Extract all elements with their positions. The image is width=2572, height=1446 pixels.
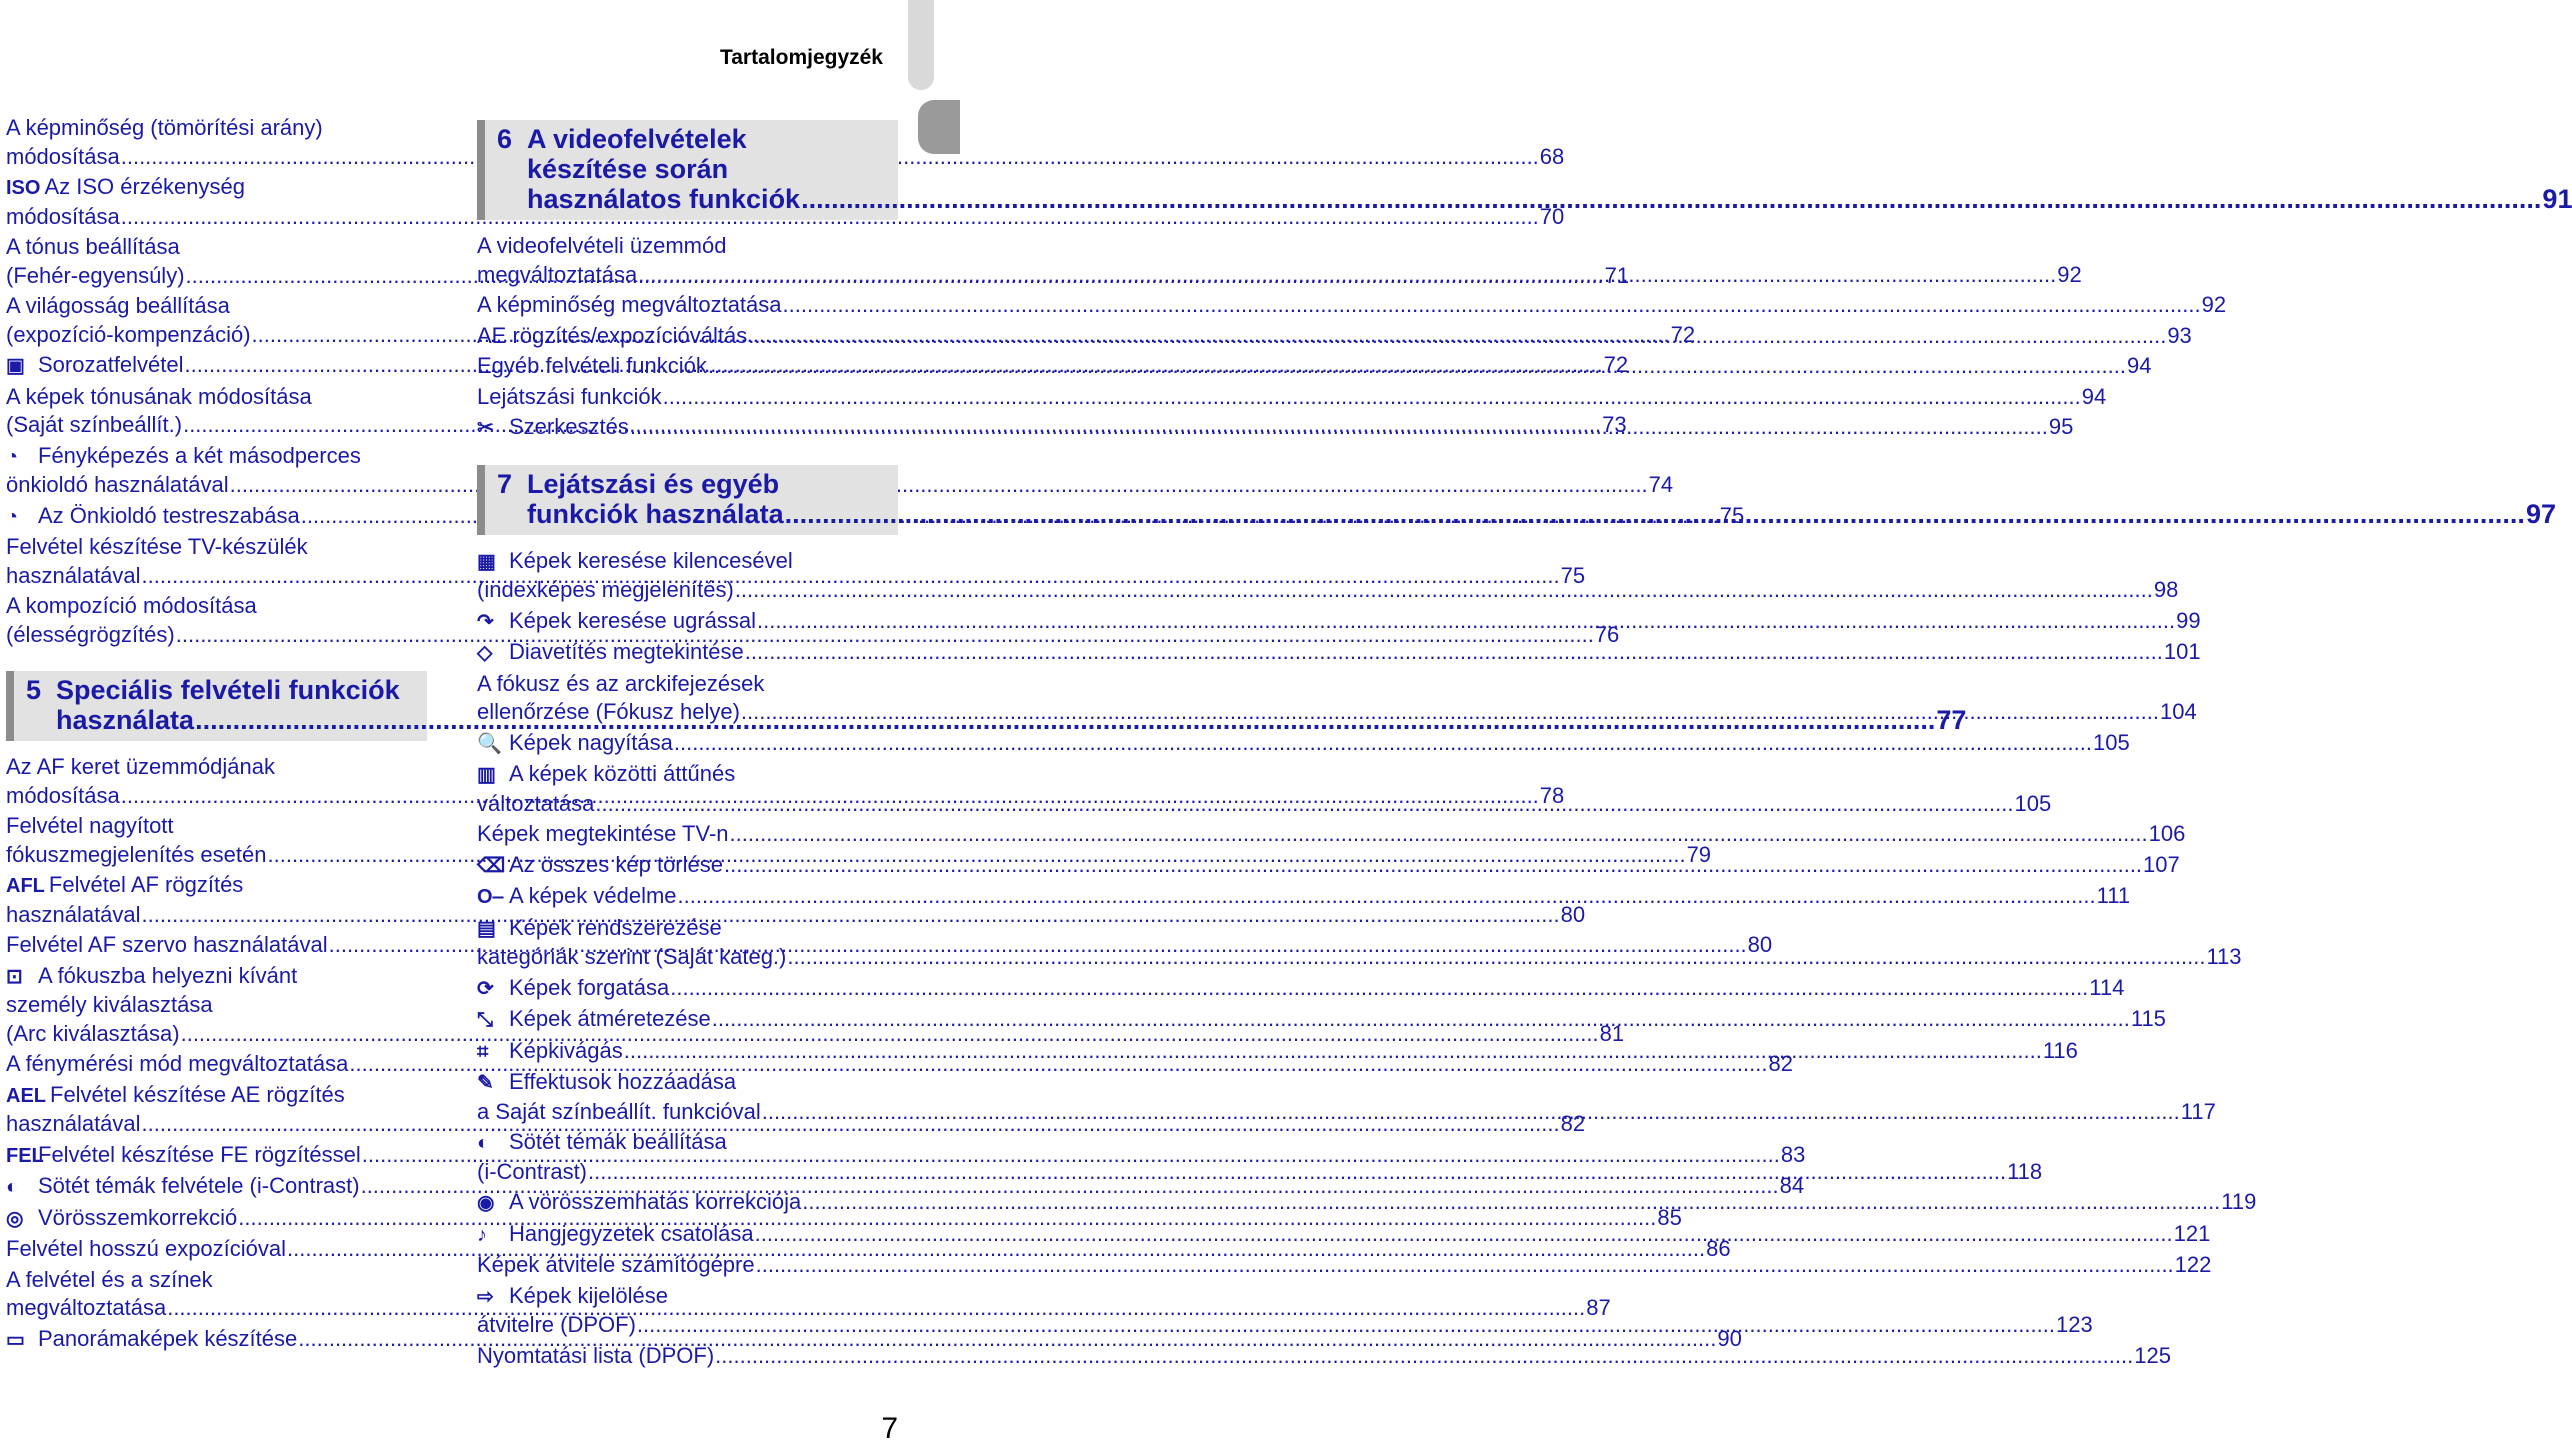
toc-entry-text: Képek megtekintése TV-n	[477, 821, 729, 846]
toc-page-number: 115	[2130, 1006, 2166, 1031]
toc-entry-text: (élességrögzítés)	[6, 621, 175, 647]
toc-entry-text: ellenőrzése (Fókusz helye)	[477, 699, 740, 724]
toc-page-number: 113	[2206, 944, 2242, 969]
chapter-number: 5	[26, 675, 42, 705]
toc-entry-text: (expozíció-kompenzáció)	[6, 321, 251, 347]
toc-entry-icon: ▭	[6, 1328, 25, 1351]
toc-entry-text: A képek védelme	[509, 883, 677, 908]
toc-entry-icon: ✎	[477, 1072, 494, 1094]
toc-entry-text: Felvétel készítése FE rögzítéssel	[38, 1141, 361, 1167]
toc-entry-text: Egyéb felvételi funkciók	[477, 353, 707, 378]
toc-entry-line	[6, 1081, 427, 1111]
toc-entry-text: Képek keresése ugrással	[509, 607, 757, 633]
toc-entry-text: Szerkesztés	[509, 414, 629, 439]
toc-entry-line	[477, 547, 898, 577]
toc-entry-line	[477, 576, 2179, 605]
toc-page-number: 82	[1560, 1111, 1586, 1136]
toc-entry-text: (Saját színbeállít.)	[6, 412, 183, 437]
toc-entry-line	[477, 974, 2125, 1004]
toc-entry-line	[6, 1266, 427, 1295]
toc-entry-text: A fókuszba helyezni kívánt	[38, 962, 298, 988]
dot-leader	[637, 1311, 2055, 1340]
toc-entry-text: Diavetítés megtekintése	[509, 639, 744, 664]
toc-page-number: 81	[1599, 1020, 1625, 1046]
toc-entry-line	[6, 962, 427, 992]
toc-entry-text: Az AF keret üzemmódjának	[6, 754, 276, 779]
toc-entry-text: A videofelvételi üzemmód	[477, 233, 727, 258]
toc-entry[interactable]	[477, 974, 2125, 1004]
dot-leader	[787, 943, 2205, 972]
toc-page-number: 107	[2143, 851, 2180, 877]
toc-entry-text: használatával	[6, 562, 141, 588]
dot-leader	[638, 261, 2056, 290]
toc-entry[interactable]	[477, 638, 2201, 668]
toc-entry[interactable]	[477, 291, 2227, 320]
toc-entry-text: AE rögzítés/expozícióváltás	[477, 322, 748, 348]
toc-entry-line	[477, 914, 898, 944]
dot-leader	[595, 790, 2013, 819]
toc-entry-text: átvitelre (DPOF)	[477, 1312, 636, 1337]
toc-entry-line	[6, 233, 427, 262]
toc-entry-icon: ⟳	[477, 977, 494, 1000]
dot-leader	[678, 882, 2096, 911]
toc-entry-text: módosítása	[6, 782, 120, 808]
toc-entry-line	[477, 232, 898, 261]
toc-entry-text: Képek kijelölése	[509, 1282, 668, 1308]
toc-entry-line	[6, 173, 427, 203]
chapter-number: 6	[497, 124, 513, 154]
toc-page-number: 74	[1648, 472, 1674, 497]
toc-entry-line	[6, 991, 427, 1020]
dot-leader	[741, 698, 2159, 727]
toc-page-number: 95	[2048, 414, 2074, 439]
chapter-page-number: 91	[2542, 184, 2572, 214]
toc-entry-line	[477, 760, 898, 790]
toc-entry-icon: ⌫	[477, 854, 506, 877]
toc-entry-line	[477, 291, 2227, 320]
chapter-title-text: A videofelvételek	[527, 124, 747, 154]
toc-page-number: 116	[2042, 1037, 2078, 1063]
toc-entry-icon: AFL	[6, 875, 45, 897]
dot-leader	[724, 851, 2142, 880]
chapter-title-text: funkciók használata	[527, 498, 784, 529]
toc-entry-line	[6, 621, 1620, 650]
dot-leader	[630, 413, 2048, 442]
toc-page-number: 93	[2167, 322, 2192, 348]
dot-leader	[757, 607, 2175, 636]
toc-entry-text: A tónus beállítása	[6, 234, 180, 259]
toc-entry-text: Vörösszemkorrekció	[38, 1204, 238, 1230]
chapter-title-text: készítése során	[527, 154, 729, 184]
toc-entry-text: a Saját színbeállít. funkcióval	[477, 1098, 761, 1124]
toc-entry-text: Az összes kép törlése	[509, 851, 723, 877]
toc-entry-text: Képkivágás	[509, 1037, 623, 1063]
toc-page-number: 82	[1768, 1051, 1793, 1076]
dot-leader	[735, 576, 2153, 605]
dot-leader	[801, 184, 2541, 214]
toc-entry-text: (indexképes megjelenítés)	[477, 577, 734, 602]
toc-entry-icon: ISO	[6, 177, 41, 199]
toc-entry-icon: ⤡	[477, 1009, 493, 1031]
toc-entry-text: módosítása	[6, 143, 120, 169]
toc-entry-text: Fényképezés a két másodperces	[38, 442, 361, 468]
toc-entry-line	[477, 670, 898, 699]
dot-leader	[745, 638, 2163, 667]
toc-entry-icon: FEL	[6, 1144, 44, 1167]
chapter-title	[527, 124, 2572, 214]
toc-page-number: 94	[2081, 383, 2107, 409]
toc-page-number: 92	[2057, 261, 2082, 287]
toc-entry-text: Sötét témák beállítása	[509, 1129, 727, 1154]
toc-entry-icon: ↷	[477, 610, 494, 633]
toc-entry-text: megváltoztatása	[477, 261, 638, 287]
toc-page-number: 122	[2174, 1252, 2212, 1277]
toc-entry-line	[6, 383, 427, 412]
toc-entry-text: A képek tónusának módosítása	[6, 383, 312, 409]
toc-entry-text: Sorozatfelvétel	[38, 352, 184, 377]
toc-entry-line	[6, 292, 427, 321]
toc-entry-line	[6, 442, 427, 472]
toc-entry-icon: ♪	[477, 1223, 487, 1246]
toc-entry-icon: O‒	[477, 886, 504, 908]
toc-entry-text: Képek keresése kilencesével	[509, 547, 793, 573]
toc-page-number: 85	[1657, 1204, 1682, 1230]
toc-page-number: 75	[1719, 502, 1745, 528]
toc-entry-icon: AEL	[6, 1084, 46, 1107]
toc-entry-line	[6, 592, 427, 621]
toc-entry[interactable]	[6, 1235, 1731, 1264]
toc-entry-text: A képminőség (tömörítési arány)	[6, 115, 323, 140]
toc-entry-text: Az ISO érzékenység	[44, 174, 245, 199]
toc-entry-text: A fénymérési mód megváltoztatása	[6, 1051, 349, 1076]
toc-entry-text: változtatása	[477, 790, 595, 816]
chapter-title-text: Speciális felvételi funkciók	[56, 675, 400, 705]
toc-entry-text: Nyomtatási lista (DPOF)	[477, 1342, 715, 1368]
toc-entry-text: Hangjegyzetek csatolása	[509, 1220, 754, 1246]
toc-entry-line	[477, 882, 2131, 912]
toc-entry-icon: ▦	[477, 550, 496, 573]
toc-page-number: 78	[1539, 782, 1565, 808]
toc-page-number: 80	[1747, 932, 1773, 957]
toc-entry-text: Felvétel hosszú expozícióval	[6, 1236, 287, 1261]
toc-entry-line	[477, 820, 2186, 849]
toc-page-number: 90	[1717, 1325, 1742, 1351]
dot-leader	[802, 1188, 2220, 1217]
toc-entry-text: (Arc kiválasztása)	[6, 1020, 180, 1046]
toc-entry-line	[6, 1020, 1625, 1049]
toc-entry-text: Felvétel AF rögzítés	[48, 872, 244, 897]
toc-entry-line	[6, 533, 427, 562]
toc-page-number: 86	[1706, 1236, 1731, 1261]
toc-entry-icon: ◐	[477, 1132, 490, 1154]
toc-entry-line	[6, 1235, 1731, 1264]
toc-page-number: 121	[2173, 1220, 2211, 1246]
chapter-title-line	[527, 184, 2572, 214]
toc-entry-text: A képminőség megváltoztatása	[477, 292, 782, 317]
toc-entry-text: A világosság beállítása	[6, 293, 230, 318]
toc-entry-line	[477, 1128, 898, 1158]
dot-leader	[783, 291, 2201, 320]
toc-entry[interactable]	[477, 820, 2186, 849]
toc-entry-text: A felvétel és a színek	[6, 1266, 213, 1292]
chapter-title-line	[527, 124, 2572, 154]
toc-entry-text: Lejátszási funkciók	[477, 383, 662, 409]
dot-leader	[755, 1220, 2173, 1249]
chapter-page-number: 77	[1936, 705, 1967, 735]
toc-page-number: 117	[2180, 1098, 2216, 1124]
toc-entry-icon: ◐	[6, 1176, 19, 1198]
toc-entry-line	[477, 1251, 2212, 1280]
toc-entry-text: Képek nagyítása	[509, 729, 673, 755]
toc-page-number: 87	[1586, 1295, 1611, 1320]
toc-entry-line	[6, 753, 427, 782]
toc-page-number: 106	[2148, 821, 2186, 846]
dot-leader	[588, 1158, 2006, 1187]
toc-page-number: 105	[2014, 790, 2052, 816]
toc-page-number: 104	[2159, 699, 2197, 724]
toc-entry-icon: ⌗	[477, 1040, 489, 1063]
toc-entry-line	[477, 729, 2130, 759]
toc-page-number: 84	[1779, 1173, 1805, 1198]
toc-entry-text: Felvétel nagyított	[6, 813, 174, 838]
toc-page-number: 71	[1604, 262, 1630, 288]
chapter-title-line	[527, 469, 2556, 499]
toc-page-number: 125	[2134, 1342, 2171, 1368]
toc-entry-icon: ◔	[6, 505, 19, 528]
toc-entry-text: Panorámaképek készítése	[38, 1325, 298, 1351]
toc-page-number: 105	[2092, 729, 2130, 755]
toc-page-number: 73	[1602, 412, 1627, 437]
toc-entry-icon: ◎	[6, 1207, 24, 1230]
toc-page-number: 118	[2007, 1158, 2043, 1184]
chapter-title-line	[527, 499, 2556, 529]
toc-entry[interactable]	[477, 383, 2107, 412]
toc-page-number: 76	[1594, 621, 1620, 647]
toc-entry-text: A vörösszemhatás korrekciója	[509, 1189, 802, 1214]
toc-page-number: 79	[1686, 841, 1712, 867]
toc-entry-icon: ▥	[477, 764, 496, 786]
dot-leader	[730, 820, 2148, 849]
toc-page-number: 99	[2176, 607, 2201, 633]
toc-entry-text: Felvétel készítése AE rögzítés	[50, 1081, 345, 1107]
section-tab-top	[908, 0, 934, 90]
toc-entry-icon: ▤	[477, 917, 496, 940]
toc-page-number: 114	[2089, 974, 2125, 1000]
toc-entry-icon: ⊡	[6, 965, 23, 988]
chapter-title-text: használatos funkciók	[527, 184, 801, 214]
toc-entry-icon: 🔍	[477, 732, 502, 755]
toc-entry-text: (i-Contrast)	[477, 1158, 588, 1184]
toc-entry-text: személy kiválasztása	[6, 992, 213, 1017]
dot-leader	[785, 499, 2525, 529]
toc-entry-text: A kompozíció módosítása	[6, 593, 257, 618]
chapter-title-text: Lejátszási és egyéb	[527, 468, 780, 499]
toc-entry[interactable]	[477, 882, 2131, 912]
toc-entry-icon: ✂	[477, 417, 494, 439]
dot-leader	[715, 1342, 2133, 1371]
toc-entry-line	[6, 871, 427, 901]
toc-entry-line	[477, 383, 2107, 412]
toc-page-number: 83	[1780, 1141, 1806, 1167]
toc-page-number: 68	[1539, 143, 1565, 169]
toc-entry-line	[6, 812, 427, 841]
toc-page-number: 80	[1560, 901, 1586, 927]
toc-entry-line	[477, 1342, 2171, 1371]
toc-entry-text: önkioldó használatával	[6, 472, 229, 497]
dot-leader	[762, 1098, 2180, 1127]
toc-entry-text: A képek közötti áttűnés	[509, 761, 736, 786]
toc-entry-text: A fókusz és az arckifejezések	[477, 670, 765, 696]
toc-entry-text: módosítása	[6, 203, 120, 229]
chapter-title-text: használata	[56, 705, 195, 735]
dot-leader	[624, 1037, 2042, 1066]
toc-entry-line	[6, 114, 427, 143]
toc-entry-icon: ◔	[6, 445, 19, 468]
toc-page-number: 72	[1670, 321, 1696, 347]
toc-page-number: 111	[2096, 883, 2131, 908]
toc-entry-text: Képek rendszerezése	[509, 914, 722, 940]
toc-page-number: 92	[2201, 292, 2227, 317]
toc-entry-icon: ▣	[6, 355, 25, 377]
toc-entry-text: Képek forgatása	[509, 974, 670, 1000]
toc-entry[interactable]	[477, 729, 2130, 759]
dot-leader	[708, 352, 2126, 381]
toc-entry-text: Képek átvitele számítógépre	[477, 1252, 755, 1277]
chapter-title	[527, 469, 2556, 529]
toc-entry-text: Sötét témák felvétele (i-Contrast)	[38, 1173, 360, 1198]
toc-entry-line	[477, 1282, 898, 1312]
toc-entry-text: megváltoztatása	[6, 1295, 167, 1320]
toc-entry-icon: ◇	[477, 642, 493, 664]
toc-entry-text: használatával	[6, 1111, 141, 1136]
toc-page-number: 72	[1603, 352, 1629, 377]
toc-entry-icon: ⇨	[477, 1285, 494, 1308]
page-header-title: Tartalomjegyzék	[719, 46, 883, 69]
toc-entry-icon: ◉	[477, 1192, 495, 1214]
toc-page-number: 123	[2055, 1312, 2093, 1337]
dot-leader	[674, 729, 2092, 758]
chapter-title-line	[527, 154, 2572, 184]
toc-entry-line	[477, 638, 2201, 668]
dot-leader	[748, 322, 2166, 351]
dot-leader	[712, 1005, 2130, 1034]
dot-leader	[670, 974, 2088, 1003]
toc-entry-text: (Fehér-egyensúly)	[6, 262, 185, 288]
toc-entry-text: Effektusok hozzáadása	[509, 1069, 737, 1094]
toc-page-number: 119	[2221, 1189, 2257, 1214]
toc-entry[interactable]	[477, 1251, 2212, 1280]
toc-entry-text: kategóriák szerint (Saját kateg.)	[477, 944, 787, 969]
toc-page-number: 75	[1560, 562, 1586, 588]
toc-entry[interactable]	[477, 1342, 2171, 1371]
toc-entry-text: Az Önkioldó testreszabása	[38, 502, 300, 528]
toc-entry-text: Képek átméretezése	[509, 1006, 711, 1031]
chapter-number: 7	[497, 468, 513, 499]
toc-page-number: 101	[2163, 639, 2201, 664]
toc-entry-line	[477, 1068, 898, 1098]
toc-entry-text: Felvétel AF szervo használatával	[6, 932, 328, 957]
toc-entry-text: használatával	[6, 901, 141, 927]
toc-entry-line	[6, 203, 1565, 232]
toc-page-number: 98	[2153, 577, 2179, 602]
toc-page-number: 94	[2126, 353, 2152, 378]
page-number: 7	[881, 1412, 898, 1445]
toc-entry-text: fókuszmegjelenítés esetén	[6, 841, 267, 867]
chapter-page-number: 97	[2525, 498, 2556, 529]
dot-leader	[756, 1251, 2174, 1280]
toc-entry-text: Felvétel készítése TV-készülék	[6, 534, 308, 559]
dot-leader	[663, 383, 2081, 412]
toc-page-number: 70	[1539, 203, 1565, 229]
